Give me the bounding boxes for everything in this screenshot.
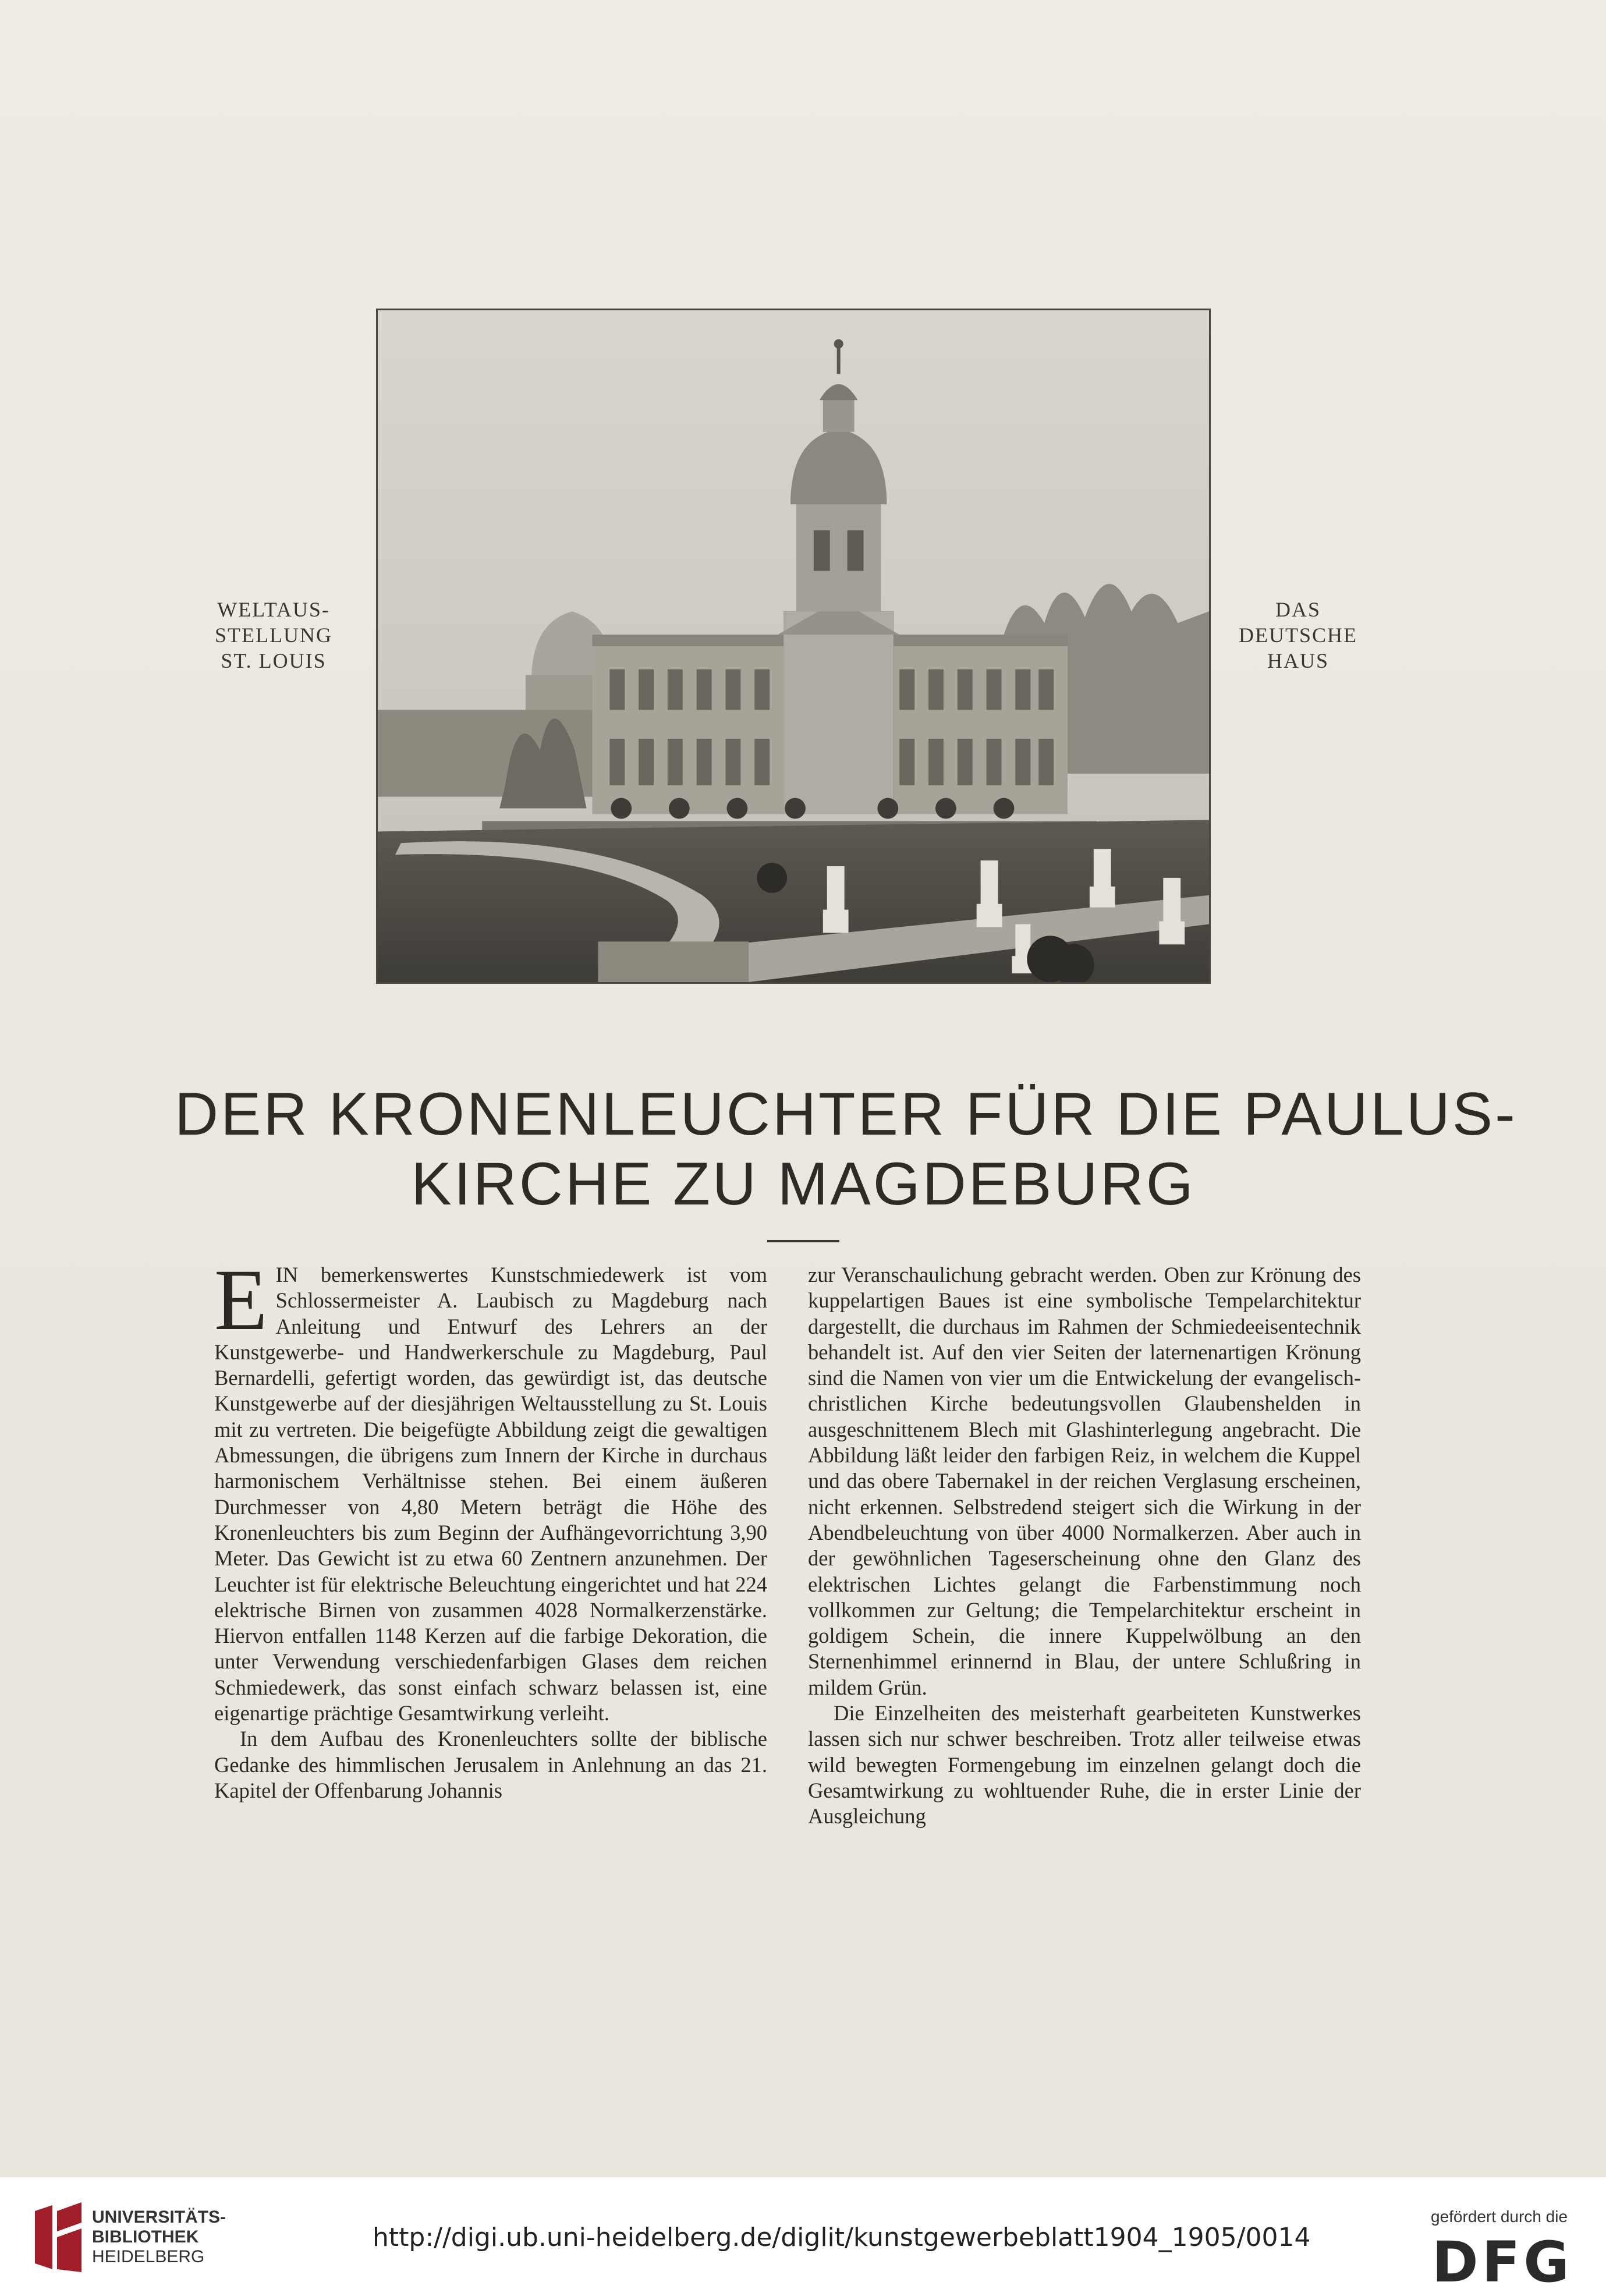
article-paragraph: Die Einzelheiten des meisterhaft gearbeiteten Kunstwerkes lassen sich nur schwer beschreiben. Trotz aller teilweise etwas wild bewegten Formengebung im einzelnen gelangt doch die Gesamtwirkung zu wohltuender Ruhe, die in erster Linie der Ausgleichung <box>808 1701 1361 1829</box>
article-column-left <box>214 1252 767 1804</box>
article-paragraph: zur Veranschaulichung gebracht werden. Oben zur Krönung des kuppelartigen Baues ist eine symbolische Tempelarchitektur dargestellt, die durchaus im Rahmen der Schmiedeeisentechnik behandelt ist. Auf den vier Seiten der laternenartigen Krönung sind die Namen von vier um die Entwickelung der evangelisch-christlichen Kirche bedeutungsvollen Glaubenshelden in ausgeschnittenem Blech mit Glashinterlegung angebracht. Die Abbildung läßt leider den farbigen Reiz, in welchem die Kuppel und das obere Tabernakel in der reichen Verglasung erscheinen, nicht erkennen. Selbstredend steigert sich die Wirkung in der Abendbeleuchtung von über 4000 Normalkerzen. Aber auch in der gewöhnlichen Tageserscheinung ohne den Glanz des elektrischen Lichtes gelangt die Farbenstimmung noch vollkommen zur Geltung; die Tempelarchitektur erscheint in goldigem Schein, die innere Kuppelwölbung an den Sternenhimmel erinnernd in Blau, der untere Schlußring in mildem Grün. <box>808 1263 1361 1699</box>
drop-cap: E <box>214 1252 268 1348</box>
title-divider <box>767 1240 839 1242</box>
photo-caption-left <box>198 597 349 674</box>
caption-line: DEUTSCHE <box>1239 623 1357 647</box>
article-title-line-2: KIRCHE ZU MAGDEBURG <box>411 1150 1196 1218</box>
university-library-name <box>92 2208 226 2267</box>
paragraph-text: IN bemerkenswertes Kunstschmiedewerk ist vom Schlossermeister A. Laubisch zu Magdeburg nach Anleitung und Entwurf des Lehrers an der Kunstgewerbe- und Handwerkerschule zu Magdeburg, Paul Bernardelli, gefertigt worden, das gewürdigt ist, das deutsche Kunstgewerbe auf der diesjährigen Weltausstellung zu St. Louis mit zu vertreten. Die beigefügte Abbildung zeigt die gewaltigen Abmessungen, die übrigens zum Innern der Kirche in durchaus harmonischem Verhältnisse stehen. Bei einem äußeren Durchmesser von 4,80 Metern beträgt die Höhe des Kronenleuchters bis zum Beginn der Aufhängevorrichtung 3,90 Meter. Das Gewicht ist zu etwa 60 Zentnern anzunehmen. Der Leuchter ist für elektrische Beleuchtung eingerichtet und hat 224 elektrische Birnen von zusammen 4028 Normalkerzenstärke. Hiervon entfallen 1148 Kerzen auf die farbige Dekoration, die unter Verwendung verschiedenfarbigen Glases dem reichen Schmiedewerk, das sonst einfach schwarz belassen ist, eine eigenartige prächtige Gesamtwirkung verleiht. <box>214 1263 767 1725</box>
caption-line: STELLUNG <box>215 623 332 647</box>
digital-copy-link[interactable]: http://digi.ub.uni-heidelberg.de/diglit/kunstgewerbeblatt1904_1905/0014 <box>373 2223 1311 2252</box>
funded-by-text: gefördert durch die <box>1431 2208 1568 2226</box>
deutsches-haus-illustration <box>378 310 1209 982</box>
caption-line: HAUS <box>1267 649 1329 672</box>
article-paragraph: In dem Aufbau des Kronenleuchters sollte der biblische Gedanke des himmlischen Jerusalem in Anlehnung an das 21. Kapitel der Offenbarung Johannis <box>214 1727 767 1802</box>
library-line: UNIVERSITÄTS- <box>92 2208 226 2227</box>
caption-line: DAS <box>1275 598 1321 621</box>
photo-caption-right <box>1222 597 1374 674</box>
library-line: HEIDELBERG <box>92 2247 205 2266</box>
article-title-line-1: DER KRONENLEUCHTER FÜR DIE PAULUS- <box>175 1080 1518 1148</box>
article-paragraph <box>214 1252 767 1726</box>
exhibition-building-photo <box>376 309 1211 984</box>
caption-line: ST. LOUIS <box>221 649 327 672</box>
digitization-footer <box>0 2177 1606 2296</box>
university-library-logo-icon <box>29 2199 87 2275</box>
dfg-logo: DFG <box>1432 2230 1573 2295</box>
caption-line: WELTAUS- <box>217 598 330 621</box>
library-line: BIBLIOTHEK <box>92 2227 199 2247</box>
article-column-right <box>808 1262 1361 1830</box>
